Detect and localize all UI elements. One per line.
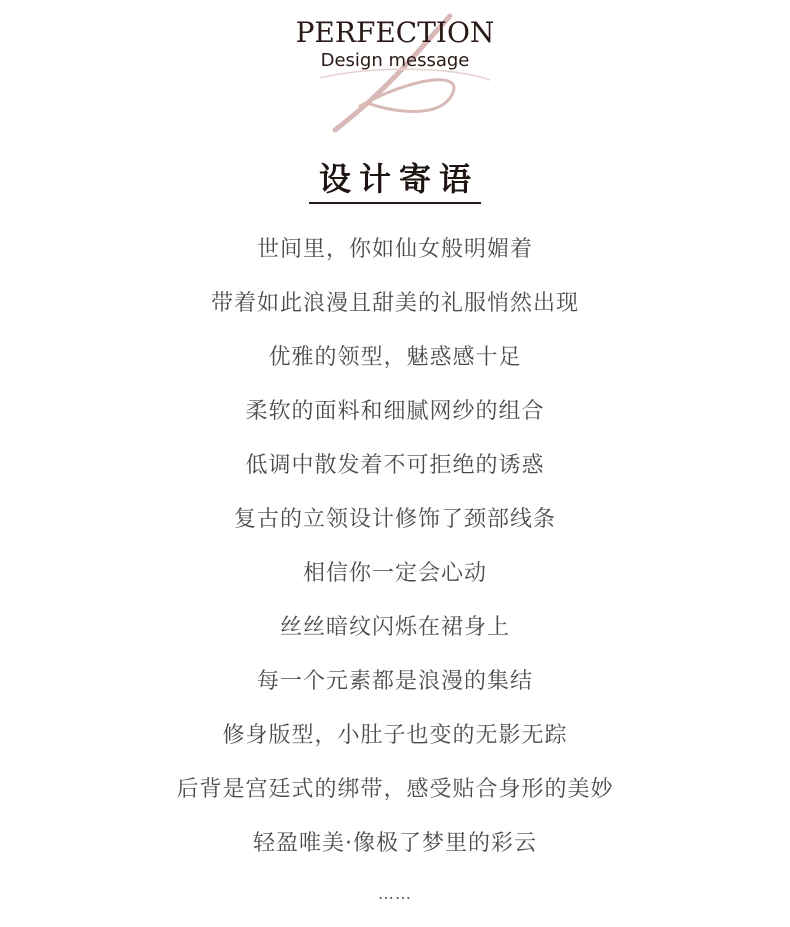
message-line: 优雅的领型，魅惑感十足 — [268, 345, 522, 370]
message-line: 每一个元素都是浪漫的集结 — [256, 669, 533, 694]
brand-title: PERFECTION — [295, 16, 495, 49]
message-line: 世间里，你如仙女般明媚着 — [256, 237, 533, 262]
message-lines — [0, 232, 790, 880]
message-line: 后背是宫廷式的绑带，感受贴合身形的美妙 — [176, 777, 614, 802]
message-line: 轻盈唯美·像极了梦里的彩云 — [253, 831, 537, 856]
message-line: 带着如此浪漫且甜美的礼服悄然出现 — [210, 291, 579, 316]
brand-subtitle: Design message — [320, 50, 470, 71]
continuation-ellipsis: …… — [378, 884, 412, 903]
message-line: 柔软的面料和细腻网纱的组合 — [245, 399, 545, 424]
message-line: 复古的立领设计修饰了颈部线条 — [233, 507, 556, 532]
section-title: 设计寄语 — [309, 160, 481, 204]
message-line: 修身版型，小肚子也变的无影无踪 — [222, 723, 568, 748]
message-line: 丝丝暗纹闪烁在裙身上 — [279, 615, 510, 640]
message-line: 相信你一定会心动 — [302, 561, 487, 586]
brand-header — [0, 0, 790, 140]
section-heading — [0, 160, 790, 204]
message-line: 低调中散发着不可拒绝的诱惑 — [245, 453, 545, 478]
